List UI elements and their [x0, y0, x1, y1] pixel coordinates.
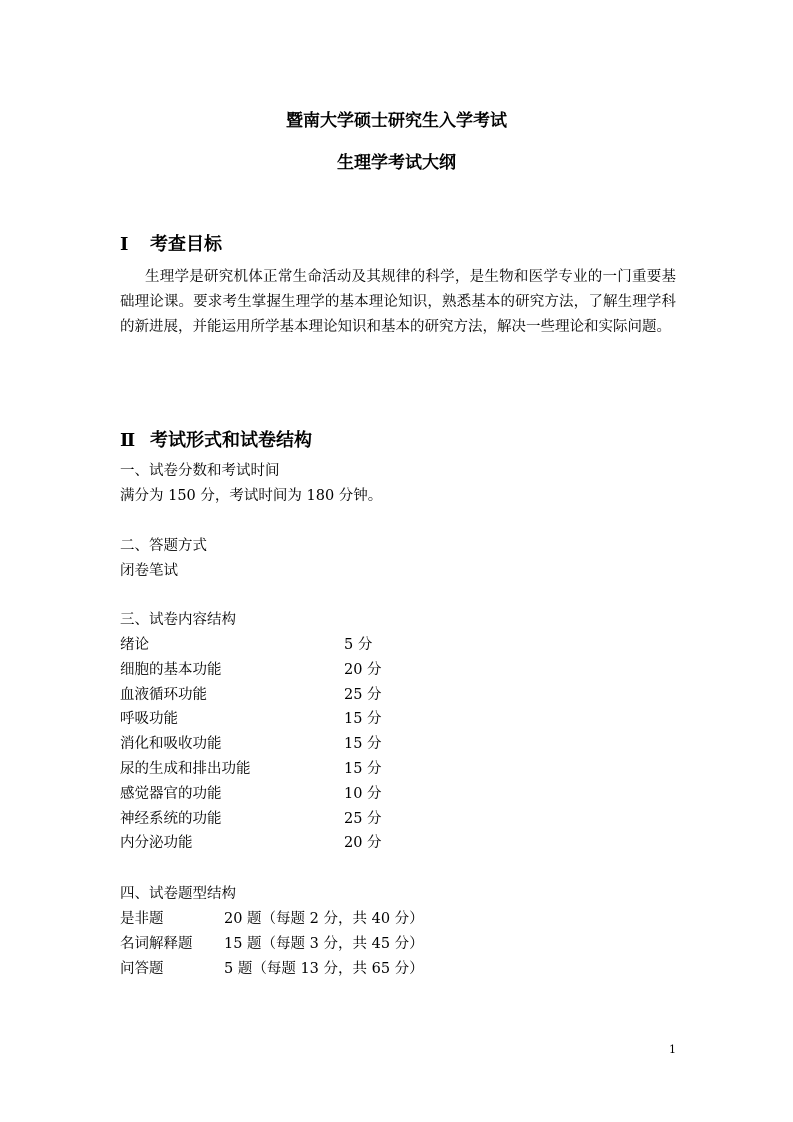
content-structure-row [120, 683, 382, 708]
score: 25 分 [344, 686, 382, 703]
question-type: 是非题 [120, 911, 164, 927]
question-detail: 15 题（每题 3 分，共 45 分） [224, 935, 424, 952]
document-subtitle: 生理学考试大纲 [337, 153, 456, 173]
score: 25 分 [344, 810, 382, 827]
topic: 细胞的基本功能 [120, 661, 222, 678]
topic: 尿的生成和排出功能 [120, 761, 251, 777]
content-structure-row [120, 782, 382, 807]
topic: 神经系统的功能 [120, 810, 222, 827]
question-type-row [120, 932, 424, 957]
topic: 消化和吸收功能 [120, 736, 222, 753]
section2-number: Ⅱ [120, 430, 136, 451]
page-number: 1 [669, 1043, 676, 1056]
score: 10 分 [344, 785, 382, 802]
topic: 感觉器官的功能 [120, 785, 222, 802]
question-type-row [120, 957, 424, 982]
topic: 血液循环功能 [120, 686, 207, 703]
question-type: 名词解释题 [120, 935, 193, 952]
question-type-row [120, 907, 424, 932]
part1-text: 满分为 150 分，考试时间为 180 分钟。 [120, 488, 383, 504]
document-title: 暨南大学硕士研究生入学考试 [286, 111, 507, 131]
score: 15 分 [344, 761, 382, 777]
score: 15 分 [344, 711, 382, 728]
question-detail: 5 题（每题 13 分，共 65 分） [224, 960, 424, 977]
section1-title: 考查目标 [150, 234, 222, 255]
question-type: 问答题 [120, 960, 164, 977]
part4-label: 四、试卷题型结构 [120, 886, 236, 902]
content-structure-row [120, 757, 382, 782]
section2-title: 考试形式和试卷结构 [150, 430, 312, 451]
score: 20 分 [344, 661, 382, 678]
section1-heading [120, 230, 222, 256]
part2-label: 二、答题方式 [120, 538, 207, 554]
part1-label: 一、试卷分数和考试时间 [120, 463, 280, 479]
content-structure-row [120, 658, 382, 683]
content-structure-row [120, 831, 382, 856]
score: 5 分 [344, 637, 373, 653]
part3-label: 三、试卷内容结构 [120, 612, 236, 628]
score: 15 分 [344, 736, 382, 753]
topic: 内分泌功能 [120, 835, 193, 852]
section2-heading [120, 426, 312, 452]
section1-number: Ⅰ [120, 234, 129, 255]
section1-paragraph: 生理学是研究机体正常生命活动及其规律的科学，是生物和医学专业的一门重要基础理论课。要求考生掌握生理学的基本理论知识，熟悉基本的研究方法，了解生理学科的新进展，并能运用所学基本理论知识和基本的研究方法，解决一些理论和实际问题。 [120, 269, 676, 335]
topic: 绪论 [120, 637, 149, 653]
content-structure-row [120, 732, 382, 757]
content-structure-row [120, 707, 382, 732]
question-detail: 20 题（每题 2 分，共 40 分） [224, 911, 424, 927]
content-structure-row [120, 633, 373, 658]
topic: 呼吸功能 [120, 711, 178, 728]
part2-text: 闭卷笔试 [120, 563, 178, 579]
content-structure-row [120, 807, 382, 832]
score: 20 分 [344, 835, 382, 852]
